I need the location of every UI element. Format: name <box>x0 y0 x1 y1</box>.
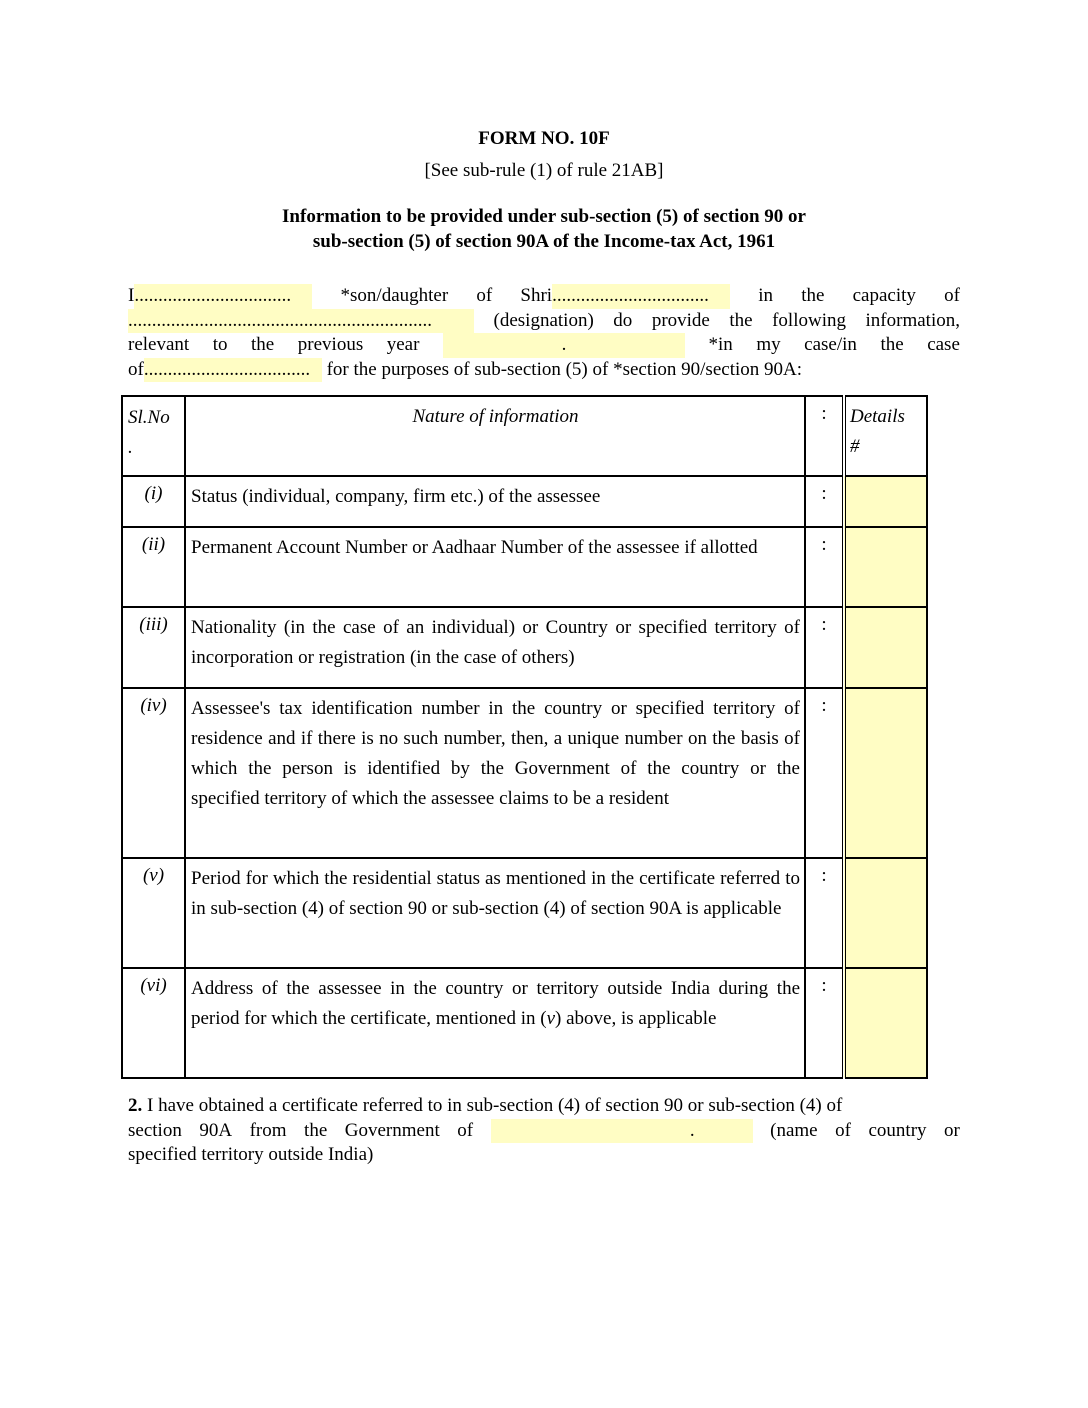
declaration-text: provide <box>651 309 710 331</box>
header-details <box>844 396 927 476</box>
certificate-line-1 <box>128 1094 960 1119</box>
declaration-text: (designation) <box>493 309 594 331</box>
details-field-pan[interactable] <box>844 527 927 607</box>
declaration-text: case/in <box>804 334 857 355</box>
declaration-father-group <box>520 284 730 309</box>
declaration-text: in <box>758 285 774 306</box>
row-colon: : <box>805 968 844 1078</box>
certificate-paragraph <box>128 1094 960 1168</box>
declaration-text: I <box>128 285 135 306</box>
header-details-label: Details <box>850 406 905 427</box>
row-colon: : <box>805 476 844 527</box>
details-field-period[interactable] <box>844 858 927 968</box>
declaration-text: case <box>927 334 960 355</box>
row-colon: : <box>805 527 844 607</box>
declaration-text: for the purposes of sub-section (5) of *section 90/section 90A: <box>326 358 803 380</box>
declaration-text: *son/daughter <box>340 285 449 306</box>
row-nature: Status (individual, company, firm etc.) of the assessee <box>185 476 805 527</box>
table-row <box>122 688 927 858</box>
declaration-text: capacity <box>852 285 916 306</box>
certificate-line-3: specified territory outside India) <box>128 1144 374 1165</box>
paragraph-number: 2. <box>128 1095 143 1116</box>
declaration-line-4 <box>128 358 960 383</box>
row-sl-no: (ii) <box>122 527 185 607</box>
row-nature: Period for which the residential status as mentioned in the certificate referred to in sub-section (4) of section 90 or sub-section (4) of section 90A is applicable <box>185 858 805 968</box>
row-nature-text: ) above, is applicable <box>555 1008 717 1029</box>
certificate-text: (name <box>770 1119 818 1141</box>
certificate-text: country <box>868 1119 927 1141</box>
declaration-text: previous <box>297 334 364 355</box>
row-sl-no: (v) <box>122 858 185 968</box>
header-sl-no-label: Sl.No <box>128 407 170 428</box>
row-nature <box>185 968 805 1078</box>
header-sl-no <box>122 396 185 476</box>
previous-year-field[interactable]: . <box>443 333 685 358</box>
certificate-text: or <box>944 1119 960 1141</box>
case-of-field[interactable]: ................................... <box>144 358 322 383</box>
certificate-text: of <box>457 1119 474 1141</box>
declaration-line-3 <box>128 333 960 358</box>
designation-field[interactable]: ................................................................ <box>128 309 474 334</box>
country-field-dot: . <box>689 1119 695 1141</box>
details-field-nationality[interactable] <box>844 607 927 688</box>
table-row <box>122 527 927 607</box>
details-field-status[interactable] <box>844 476 927 527</box>
declaration-text: do <box>613 309 633 331</box>
form-heading-line-2: sub-section (5) of section 90A of the Income-tax Act, 1961 <box>312 231 776 252</box>
declaration-paragraph <box>128 284 960 382</box>
row-nature-text: Address of the assessee in the country or territory outside India during the period for which the certificate, mentioned in ( <box>191 978 800 1029</box>
declaration-text: *in <box>708 334 733 355</box>
name-field[interactable]: ................................. <box>134 284 312 309</box>
certificate-text: section <box>128 1119 182 1141</box>
certificate-text: the <box>304 1119 328 1141</box>
form-title: FORM NO. 10F <box>478 128 610 149</box>
declaration-text: the <box>880 334 904 355</box>
header-details-mark: # <box>850 436 860 457</box>
declaration-text: the <box>729 309 753 331</box>
declaration-name-group <box>128 284 312 309</box>
row-nature: Assessee's tax identification number in the country or specified territory of residence and if there is no such number, then, a unique number on the basis of which the person is identified by the Government of the country or the specified territory of which the assessee claims to be a resident <box>185 688 805 858</box>
row-sl-no: (vi) <box>122 968 185 1078</box>
row-nature-ref: v <box>546 1008 556 1029</box>
header-sl-no-dot: . <box>128 437 133 458</box>
certificate-text: Government <box>344 1119 440 1141</box>
declaration-text: following <box>772 309 846 331</box>
header-nature: Nature of information <box>185 396 805 476</box>
certificate-text: 90A <box>199 1119 233 1141</box>
table-row <box>122 858 927 968</box>
declaration-text: my <box>756 334 781 355</box>
table-row <box>122 476 927 527</box>
declaration-text: relevant <box>128 334 190 355</box>
table-row <box>122 607 927 688</box>
row-colon: : <box>805 858 844 968</box>
form-heading-line-1: Information to be provided under sub-section (5) of section 90 or <box>282 206 806 227</box>
row-colon: : <box>805 688 844 858</box>
row-sl-no: (iv) <box>122 688 185 858</box>
certificate-text: of <box>835 1119 851 1141</box>
certificate-line-2 <box>128 1119 960 1144</box>
declaration-text: to <box>212 334 228 355</box>
table-header-row <box>122 396 927 476</box>
declaration-text: the <box>251 334 275 355</box>
declaration-text: of <box>944 285 960 306</box>
declaration-text: year <box>386 334 420 355</box>
country-name-field[interactable] <box>491 1119 753 1144</box>
declaration-line-1 <box>128 284 960 309</box>
declaration-text: information, <box>865 309 960 331</box>
declaration-text: the <box>801 285 825 306</box>
row-sl-no: (iii) <box>122 607 185 688</box>
declaration-text: of <box>128 358 144 380</box>
row-colon: : <box>805 607 844 688</box>
row-nature: Permanent Account Number or Aadhaar Number of the assessee if allotted <box>185 527 805 607</box>
details-field-tin[interactable] <box>844 688 927 858</box>
rule-reference: [See sub-rule (1) of rule 21AB] <box>424 160 664 181</box>
certificate-text: from <box>249 1119 287 1141</box>
declaration-line-2 <box>128 309 960 334</box>
certificate-text: I have obtained a certificate referred to in sub-section (4) of section 90 or sub-section (4) of <box>147 1095 843 1116</box>
row-sl-no: (i) <box>122 476 185 527</box>
table-row <box>122 968 927 1078</box>
header-colon: : <box>805 396 844 476</box>
information-table <box>121 395 928 1079</box>
declaration-text: Shri <box>520 285 553 306</box>
details-field-address[interactable] <box>844 968 927 1078</box>
declaration-text: of <box>476 285 493 306</box>
row-nature: Nationality (in the case of an individual) or Country or specified territory of incorporation or registration (in the case of others) <box>185 607 805 688</box>
father-name-field[interactable]: ................................. <box>552 284 730 309</box>
